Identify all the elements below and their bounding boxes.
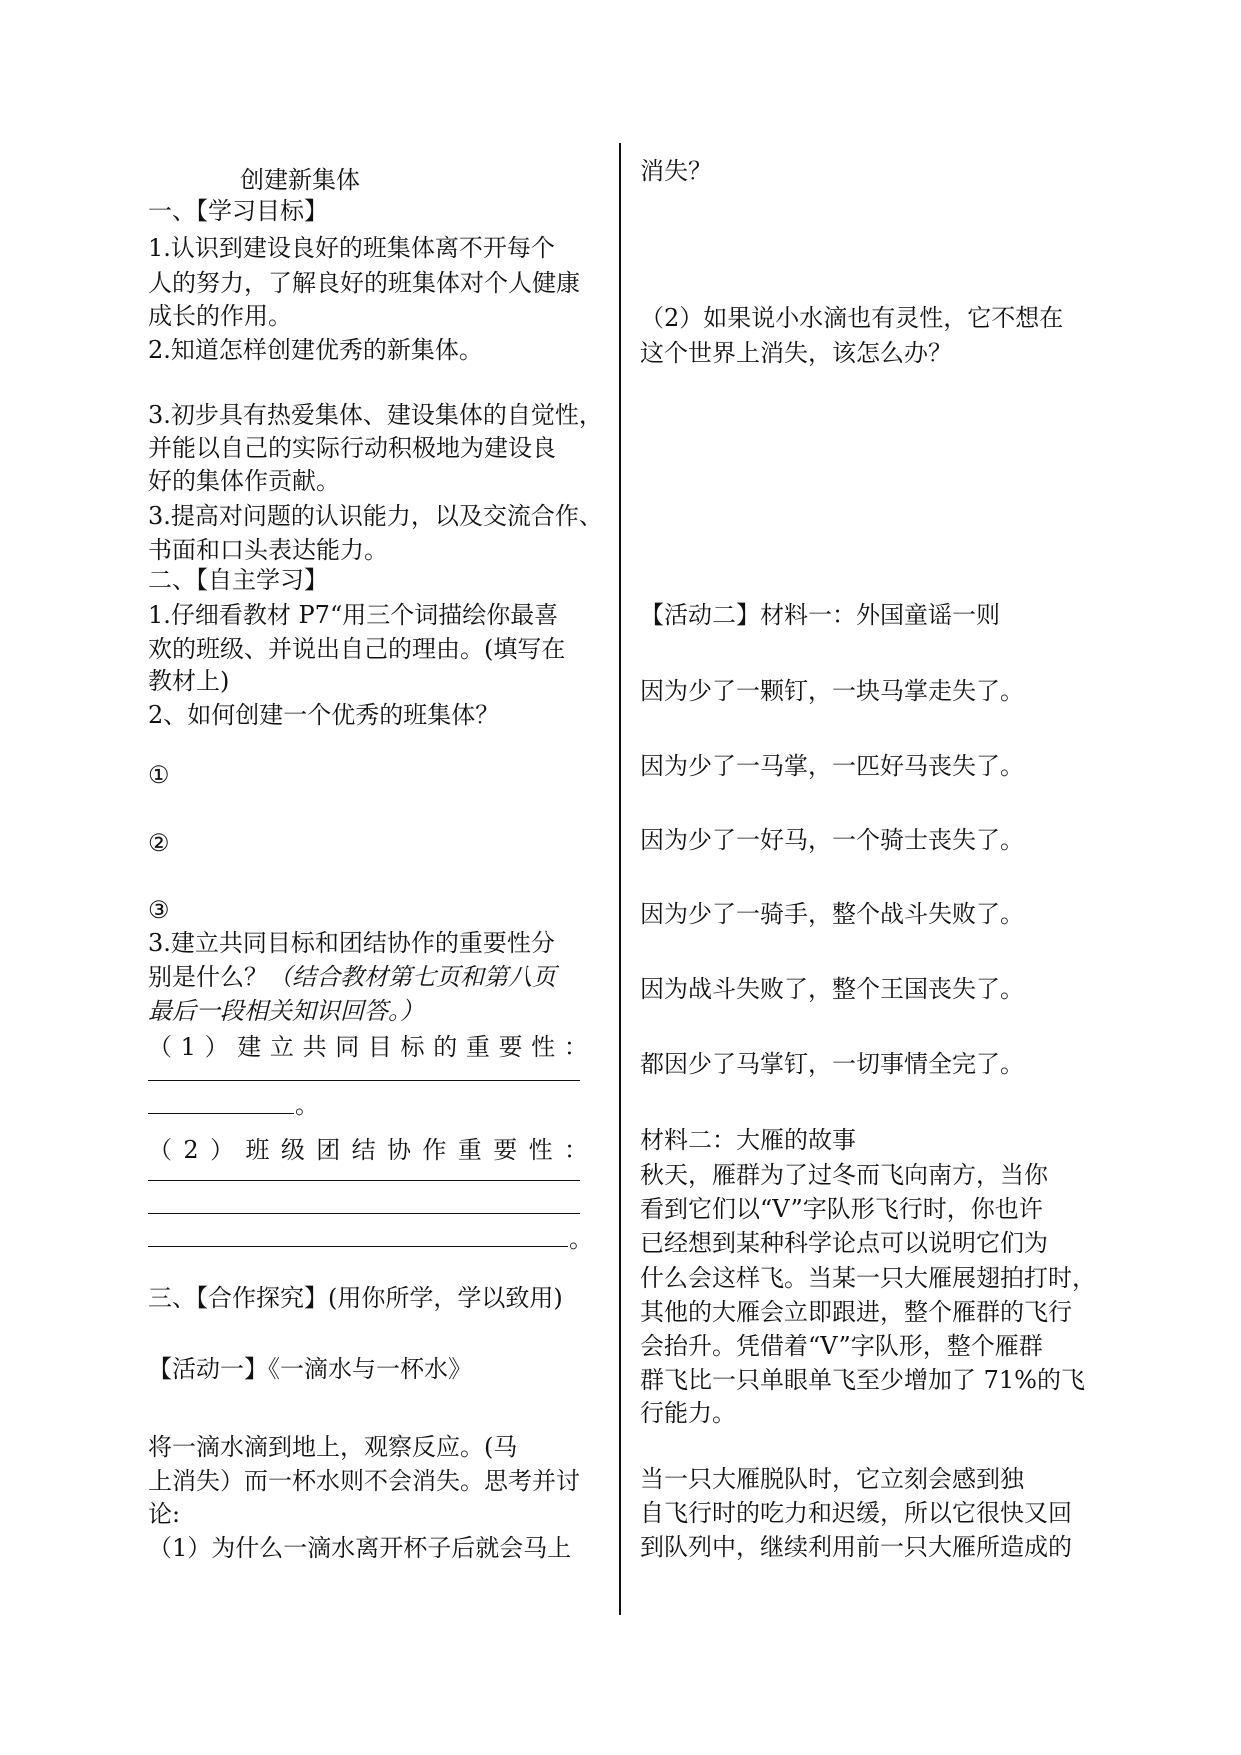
prompt-char: （	[148, 1136, 172, 1164]
prompt-char: （	[148, 1033, 172, 1061]
prompt-char: 结	[351, 1136, 376, 1164]
answer-underline[interactable]	[148, 1080, 580, 1081]
column-divider	[619, 143, 621, 1615]
prompt-char: ）	[210, 1136, 235, 1164]
answer-underline[interactable]	[148, 1246, 568, 1247]
poem-line: 因为少了一马掌，一匹好马丧失了。	[640, 752, 1024, 780]
prompt-char: 团	[316, 1136, 341, 1164]
goal-line: 并能以自己的实际行动积极地为建设良	[148, 434, 556, 462]
goal-line: 好的集体作贡献。	[148, 467, 340, 495]
prompt-char: 同	[335, 1033, 360, 1061]
poem-line: 因为少了一好马，一个骑士丧失了。	[640, 826, 1024, 854]
prompt-char: 立	[269, 1033, 294, 1061]
question-3-hint-line: 最后一段相关知识回答。）	[148, 997, 424, 1025]
self-study-line: 2、如何创建一个优秀的班集体？	[148, 701, 500, 729]
question-3-text: 别是什么？	[148, 963, 268, 991]
prompt-char: 目	[367, 1033, 392, 1061]
story-line: 到队列中，继续利用前一只大雁所造成的	[640, 1533, 1072, 1561]
question-3-line	[148, 962, 556, 992]
self-study-line: 1.仔细看教材 P7“用三个词描绘你最喜	[148, 601, 559, 629]
question-2-line: 这个世界上消失，该怎么办？	[640, 339, 952, 367]
prompt-char: ：	[563, 1136, 588, 1164]
story-line: 当一只大雁脱队时，它立刻会感到独	[640, 1465, 1024, 1493]
poem-line: 都因少了马掌钉，一切事情全完了。	[640, 1050, 1024, 1078]
answer-marker-2: ②	[148, 829, 170, 857]
prompt-char: 重	[457, 1136, 482, 1164]
prompt-char: ：	[563, 1033, 588, 1061]
self-study-line: 教材上)	[148, 667, 230, 695]
self-study-line: 欢的班级、并说出自己的理由。(填写在	[148, 635, 566, 663]
poem-line: 因为战斗失败了，整个王国丧失了。	[640, 975, 1024, 1003]
story-line: 什么会这样飞。当某一只大雁展翅拍打时，	[640, 1264, 1096, 1292]
story-line: 自飞行时的吃力和迟缓，所以它很快又回	[640, 1499, 1072, 1527]
goal-line: 书面和口头表达能力。	[148, 536, 388, 564]
activity-1-line: 上消失）而一杯水则不会消失。思考并讨	[148, 1467, 580, 1495]
question-3-hint: （结合教材第七页和第八页	[268, 963, 556, 991]
prompt-char: 的	[433, 1033, 458, 1061]
activity-1-line: 将一滴水滴到地上，观察反应。(马	[148, 1433, 518, 1461]
answer-marker-1: ①	[148, 761, 170, 789]
prompt-char: 建	[237, 1033, 262, 1061]
answer-underline[interactable]	[148, 1180, 580, 1181]
section-heading-goals: 一、【学习目标】	[148, 197, 328, 225]
prompt-char: 班	[245, 1136, 270, 1164]
question-3-1-prompt	[148, 1032, 588, 1062]
prompt-char: 协	[387, 1136, 412, 1164]
answer-end-mark: 。	[295, 1091, 319, 1119]
goal-line: 2.知道怎样创建优秀的新集体。	[148, 336, 483, 364]
story-line: 看到它们以“V”字队形飞行时，你也许	[640, 1195, 1043, 1223]
prompt-char: ）	[204, 1033, 229, 1061]
question-3-2-prompt	[148, 1135, 588, 1165]
prompt-char: 级	[280, 1136, 305, 1164]
goal-line: 1.认识到建设良好的班集体离不开每个	[148, 234, 555, 262]
answer-underline[interactable]	[148, 1113, 294, 1114]
section-heading-cooperative: 三、【合作探究】(用你所学，学以致用)	[148, 1284, 563, 1312]
activity-2-heading: 【活动二】材料一：外国童谣一则	[640, 601, 1000, 629]
page-title: 创建新集体	[240, 166, 360, 194]
prompt-char: 1	[180, 1033, 196, 1061]
poem-line: 因为少了一骑手，整个战斗失败了。	[640, 900, 1024, 928]
prompt-char: 共	[302, 1033, 327, 1061]
prompt-char: 标	[400, 1033, 425, 1061]
question-continuation: 消失？	[640, 157, 712, 185]
prompt-char: 2	[183, 1136, 199, 1164]
story-line: 行能力。	[640, 1399, 736, 1427]
activity-1-line: 论:	[148, 1500, 181, 1528]
goal-line: 人的努力，了解良好的班集体对个人健康	[148, 269, 580, 297]
poem-line: 因为少了一颗钉，一块马掌走失了。	[640, 677, 1024, 705]
activity-1-line: （1）为什么一滴水离开杯子后就会马上	[148, 1534, 572, 1562]
answer-underline[interactable]	[148, 1213, 580, 1214]
prompt-char: 性	[528, 1136, 553, 1164]
answer-end-mark: 。	[569, 1225, 593, 1253]
prompt-char: 要	[493, 1136, 518, 1164]
story-line: 其他的大雁会立即跟进，整个雁群的飞行	[640, 1298, 1072, 1326]
answer-marker-3: ③	[148, 896, 170, 924]
prompt-char: 性	[531, 1033, 556, 1061]
story-line: 会抬升。凭借着“V”字队形，整个雁群	[640, 1332, 1043, 1360]
section-heading-self-study: 二、【自主学习】	[148, 566, 328, 594]
goal-line: 3.提高对问题的认识能力，以及交流合作、	[148, 502, 603, 530]
material-2-heading: 材料二：大雁的故事	[640, 1126, 856, 1154]
story-line: 秋天，雁群为了过冬而飞向南方，当你	[640, 1161, 1048, 1189]
prompt-char: 作	[422, 1136, 447, 1164]
goal-line: 3.初步具有热爱集体、建设集体的自觉性，	[148, 401, 603, 429]
goal-line: 成长的作用。	[148, 302, 292, 330]
story-line: 已经想到某种科学论点可以说明它们为	[640, 1229, 1048, 1257]
question-2-line: （2）如果说小水滴也有灵性，它不想在	[640, 304, 1064, 332]
question-3-line: 3.建立共同目标和团结协作的重要性分	[148, 929, 555, 957]
story-line: 群飞比一只单眼单飞至少增加了 71%的飞	[640, 1366, 1085, 1394]
prompt-char: 要	[498, 1033, 523, 1061]
activity-1-heading: 【活动一】《一滴水与一杯水》	[148, 1355, 472, 1383]
prompt-char: 重	[465, 1033, 490, 1061]
